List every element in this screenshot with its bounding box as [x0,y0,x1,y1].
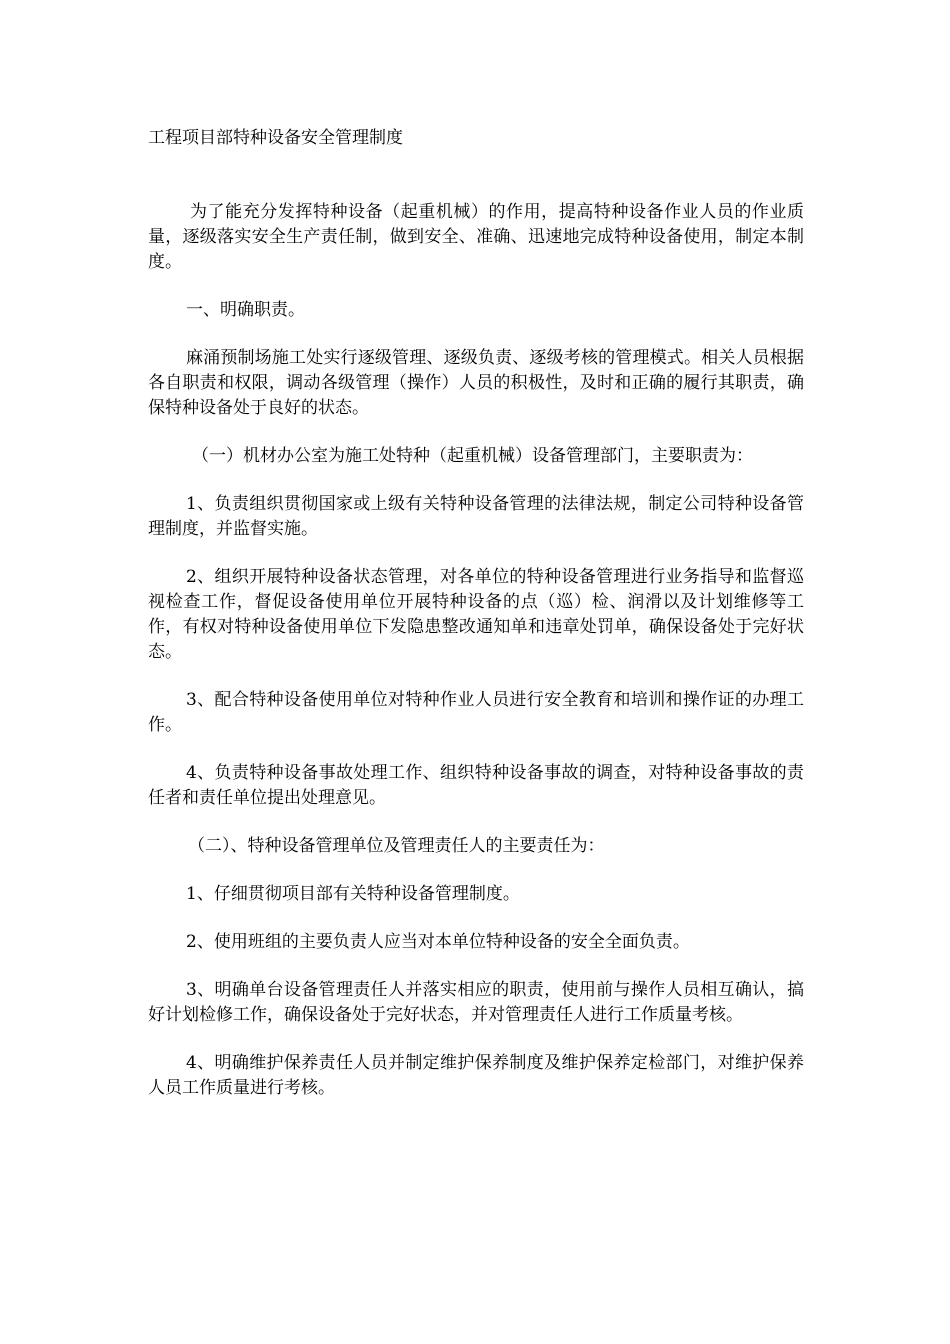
duty-item-2: 2、组织开展特种设备状态管理，对各单位的特种设备管理进行业务指导和监督巡视检查工作，督促设备使用单位开展特种设备的点（巡）检、润滑以及计划维修等工作，有权对特种设备使用单位下发隐患整改通知单和违章处罚单，确保设备处于完好状态。 [148,567,804,662]
document-title: 工程项目部特种设备安全管理制度 [148,128,403,148]
responsibility-item-1: 1、仔细贯彻项目部有关特种设备管理制度。 [186,884,520,904]
management-mode-paragraph: 麻涌预制场施工处实行逐级管理、逐级负责、逐级考核的管理模式。相关人员根据各自职责和权限，调动各级管理（操作）人员的积极性，及时和正确的履行其职责，确保特种设备处于良好的状态。 [148,348,804,418]
subsection-heading-1: （一）机材办公室为施工处特种（起重机械）设备管理部门，主要职责为： [192,446,753,466]
responsibility-item-2: 2、使用班组的主要负责人应当对本单位特种设备的安全全面负责。 [186,932,690,952]
duty-item-3: 3、配合特种设备使用单位对特种作业人员进行安全教育和培训和操作证的办理工作。 [148,690,804,735]
duty-item-4: 4、负责特种设备事故处理工作、组织特种设备事故的调查，对特种设备事故的责任者和责任单位提出处理意见。 [148,763,804,808]
responsibility-item-3: 3、明确单台设备管理责任人并落实相应的职责，使用前与操作人员相互确认，搞好计划检修工作，确保设备处于完好状态，并对管理责任人进行工作质量考核。 [148,980,804,1025]
document-body [148,200,804,1124]
section-heading-responsibilities: 一、明确职责。 [186,300,305,320]
intro-paragraph: 为了能充分发挥特种设备（起重机械）的作用，提高特种设备作业人员的作业质量，逐级落实安全生产责任制，做到安全、准确、迅速地完成特种设备使用，制定本制度。 [148,202,804,272]
responsibility-item-4: 4、明确维护保养责任人员并制定维护保养制度及维护保养定检部门，对维护保养人员工作质量进行考核。 [148,1053,804,1098]
subsection-heading-2: （二）、特种设备管理单位及管理责任人的主要责任为： [188,836,605,856]
duty-item-1: 1、负责组织贯彻国家或上级有关特种设备管理的法律法规，制定公司特种设备管理制度，并监督实施。 [148,494,804,539]
